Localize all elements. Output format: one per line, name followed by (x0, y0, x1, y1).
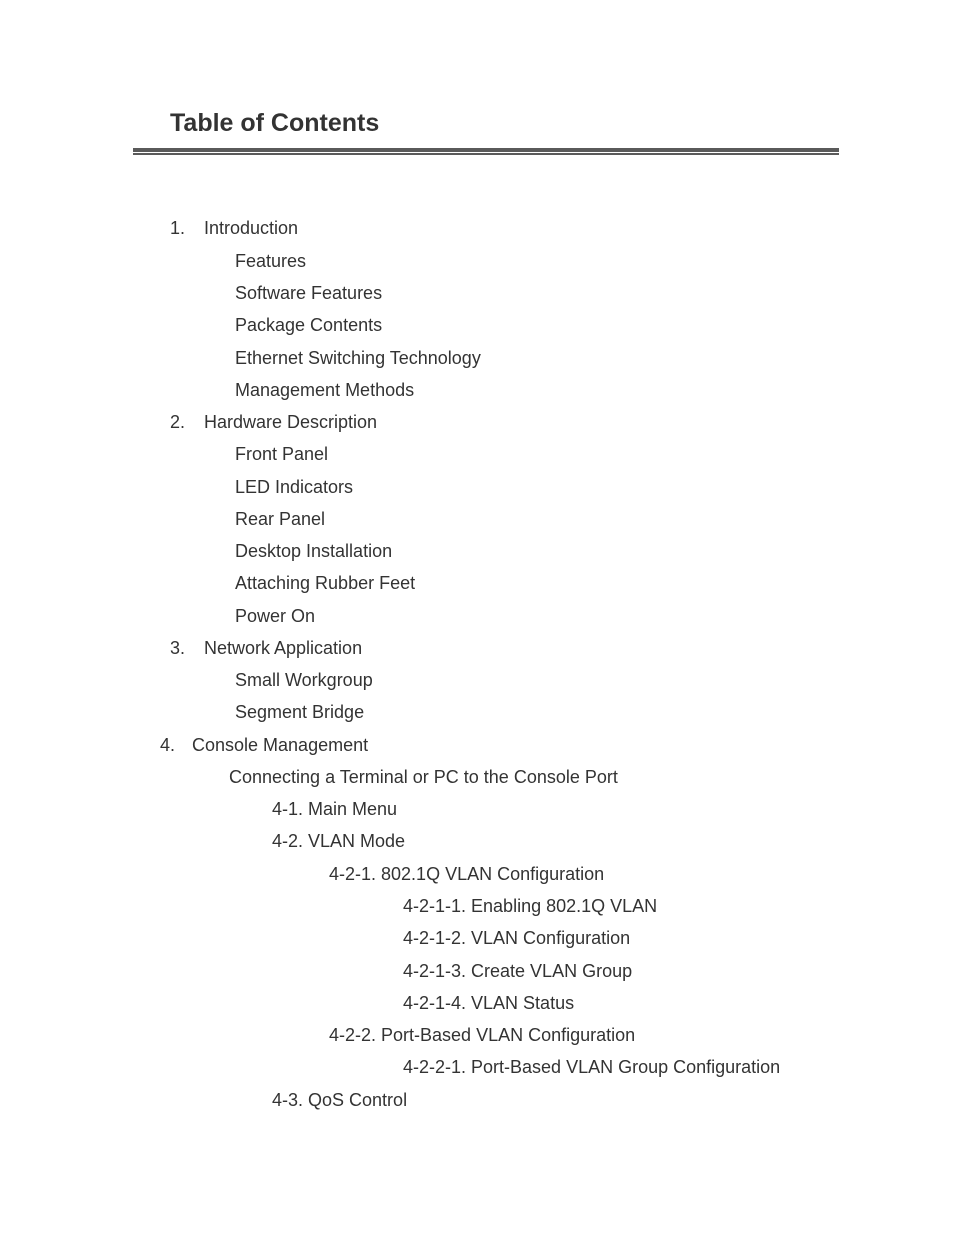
toc-item[interactable]: Connecting a Terminal or PC to the Console Port (229, 767, 618, 787)
toc-item[interactable]: 4-2-1-2. VLAN Configuration (403, 928, 631, 948)
toc-section-introduction[interactable]: Introduction (204, 218, 299, 238)
toc-item[interactable]: 4-2-2-1. Port-Based VLAN Group Configuration (403, 1057, 781, 1077)
toc-item[interactable]: 4-2-1-1. Enabling 802.1Q VLAN (403, 896, 658, 916)
toc-item[interactable]: 4-2-1. 802.1Q VLAN Configuration (329, 864, 605, 884)
toc-section-number: 2. (170, 412, 186, 432)
page-title: Table of Contents (170, 109, 380, 137)
toc-item[interactable]: 4-2. VLAN Mode (272, 831, 406, 851)
toc-item[interactable]: 4-2-1-3. Create VLAN Group (403, 961, 633, 981)
toc-item[interactable]: Software Features (235, 283, 383, 303)
toc-item[interactable]: 4-1. Main Menu (272, 799, 398, 819)
divider-thick-line (133, 148, 839, 152)
toc-item[interactable]: Power On (235, 606, 316, 626)
toc-item[interactable]: 4-2-1-4. VLAN Status (403, 993, 575, 1013)
toc-item[interactable]: LED Indicators (235, 477, 354, 497)
title-divider (133, 148, 839, 155)
toc-item[interactable]: Ethernet Switching Technology (235, 348, 481, 368)
toc-item[interactable]: Front Panel (235, 444, 329, 464)
toc-section-console-management[interactable]: Console Management (192, 735, 369, 755)
toc-item[interactable]: Attaching Rubber Feet (235, 573, 416, 593)
toc-item[interactable]: Segment Bridge (235, 702, 365, 722)
toc-item[interactable]: Rear Panel (235, 509, 326, 529)
toc-section-number: 3. (170, 638, 186, 658)
toc-item[interactable]: Features (235, 251, 307, 271)
toc-item[interactable]: Small Workgroup (235, 670, 373, 690)
toc-item[interactable]: Desktop Installation (235, 541, 393, 561)
toc-item[interactable]: 4-3. QoS Control (272, 1090, 408, 1110)
divider-thin-line (133, 153, 839, 155)
toc-item[interactable]: Management Methods (235, 380, 415, 400)
toc-section-number: 1. (170, 218, 186, 238)
toc-section-number: 4. (160, 735, 176, 755)
toc-section-hardware-description[interactable]: Hardware Description (204, 412, 378, 432)
toc-item[interactable]: Package Contents (235, 315, 383, 335)
toc-item[interactable]: 4-2-2. Port-Based VLAN Configuration (329, 1025, 636, 1045)
toc-section-network-application[interactable]: Network Application (204, 638, 363, 658)
